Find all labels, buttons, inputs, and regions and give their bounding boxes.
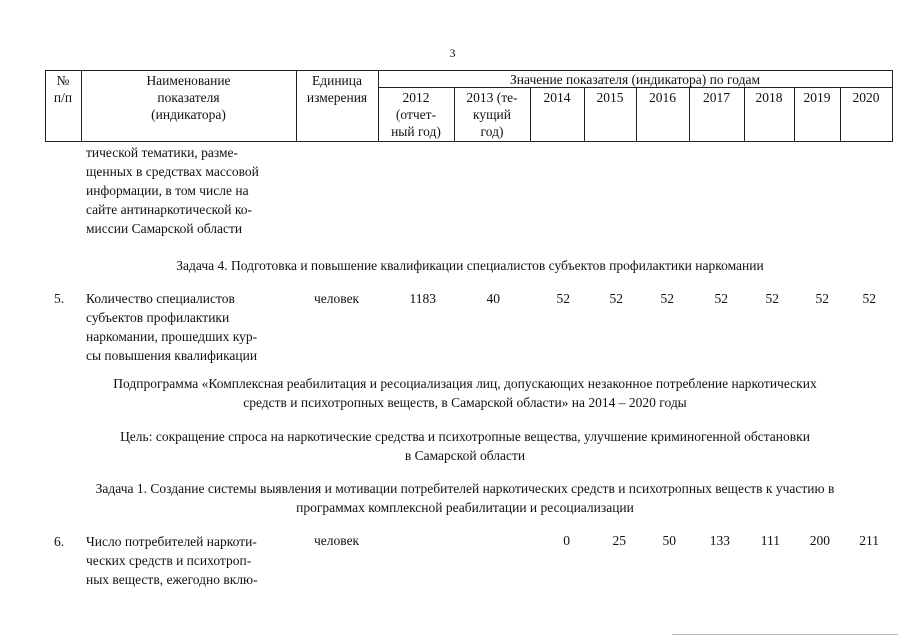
value-cell: 200 (809, 533, 830, 548)
value-cell: 52 (765, 291, 779, 306)
value-cell: 111 (760, 533, 780, 548)
value-cell: 52 (862, 291, 876, 306)
header-year: 2019 (803, 90, 831, 105)
row-number: 5. (54, 291, 65, 306)
scan-edge-line (672, 634, 898, 635)
header-num: № п/п (53, 73, 73, 105)
goal-heading: Цель: сокращение спроса на наркотические средства и психотропные вещества, улучшение криминогенной обстановки в Самарской области (120, 429, 810, 463)
value-cell: 133 (709, 533, 730, 548)
value-cell: 50 (662, 533, 676, 548)
subprogram-heading: Подпрограмма «Комплексная реабилитация и ресоциализация лиц, допускающих незаконное потребление наркотических средств и психотропных веществ, в Самарской области» на 2014 – 2020 годы (113, 376, 817, 410)
value-cell: 52 (714, 291, 728, 306)
value-cell: 1183 (409, 291, 436, 306)
header-year: 2020 (852, 90, 880, 105)
header-value-title: Значение показателя (индикатора) по годам (510, 72, 760, 87)
value-cell: 0 (563, 533, 570, 548)
header-year-2012: 2012 (отчет- ный год) (391, 90, 441, 139)
value-cell: 25 (612, 533, 626, 548)
header-year: 2017 (703, 90, 730, 105)
page-number: 3 (449, 46, 456, 60)
header-year: 2015 (596, 90, 624, 105)
value-cell: 211 (859, 533, 879, 548)
task-4-heading: Задача 4. Подготовка и повышение квалификации специалистов субъектов профилактики наркомании (176, 258, 764, 273)
value-cell: 52 (660, 291, 674, 306)
value-cell: 52 (815, 291, 829, 306)
header-year: 2014 (543, 90, 571, 105)
value-cell: 40 (486, 291, 500, 306)
header-name: Наименование показателя (индикатора) (146, 73, 231, 122)
indicator-name: Количество специалистов субъектов профилактики наркомании, прошедших кур- сы повышения квалификации (86, 291, 258, 363)
header-year-2013: 2013 (те- кущий год) (466, 90, 518, 139)
row-number: 6. (54, 534, 65, 549)
value-cell: 52 (609, 291, 623, 306)
header-unit: Единица измерения (306, 73, 368, 105)
value-cell: 52 (556, 291, 570, 306)
task-1-heading: Задача 1. Создание системы выявления и мотивации потребителей наркотических средств и психотропных веществ к участию в программах комплексной реабилитации и ресоциализации (95, 481, 835, 515)
unit-cell: человек (314, 291, 360, 306)
continued-indicator-name: тической тематики, разме- щенных в средствах массовой информации, в том числе на сайте антинаркотической ко- миссии Самарской области (86, 145, 259, 236)
header-year: 2016 (649, 90, 676, 105)
indicator-name: Число потребителей наркоти- ческих средств и психотроп- ных веществ, ежегодно вклю- (86, 534, 258, 587)
unit-cell: человек (314, 533, 360, 548)
header-year: 2018 (755, 90, 783, 105)
